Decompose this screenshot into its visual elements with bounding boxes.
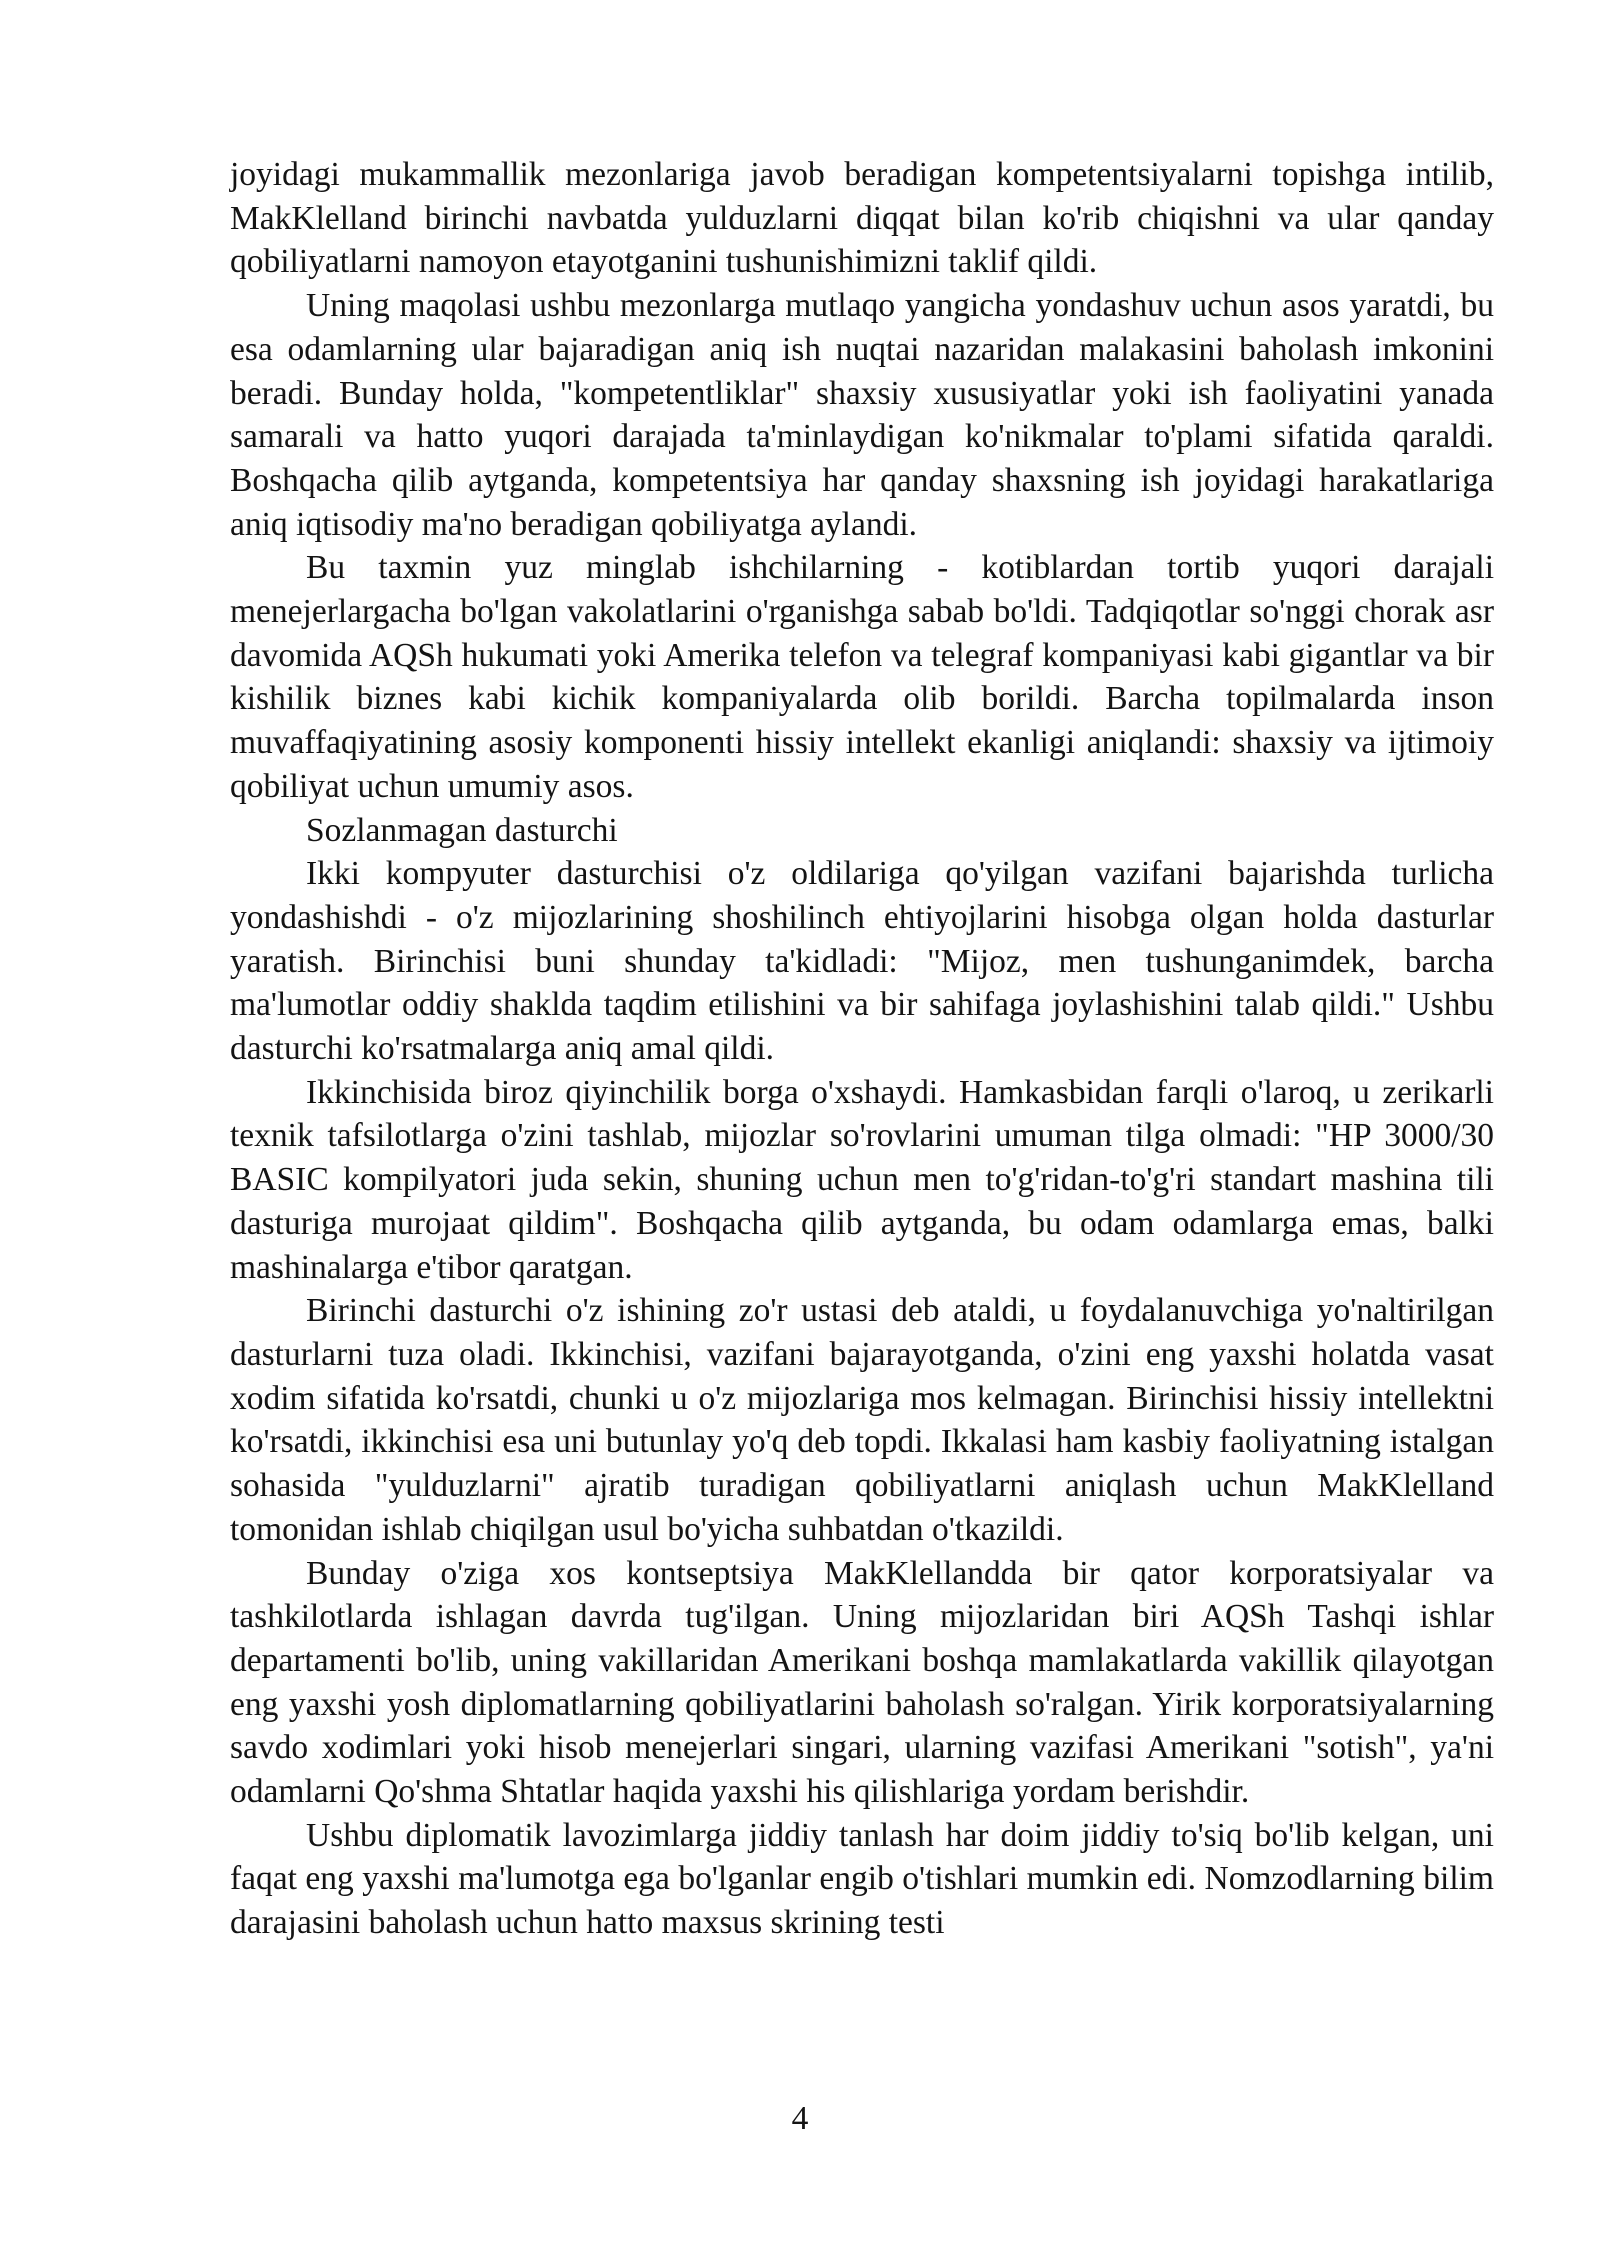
section-heading: Sozlanmagan dasturchi [306, 811, 618, 849]
paragraph-article-basis: Uning maqolasi ushbu mezonlarga mutlaqo yangicha yondashuv uchun asos yaratdi, bu esa odamlarning ular bajaradigan aniq ish nuqtai nazaridan malakasini baholash imkonini beradi. Bunday holda, "kompetentliklar" shaxsiy xususiyatlar yoki ish faoliyatini yanada samarali va hatto yuqori darajada ta'minlaydigan ko'nikmalar to'plami sifatida qaraldi. Boshqacha qilib aytganda, kompetentsiya har qanday shaxsning ish joyidagi harakatlariga aniq iqtisodiy ma'no beradigan qobiliyatga aylandi. [230, 287, 1494, 543]
document-page [230, 153, 1494, 1945]
paragraph-comparison: Birinchi dasturchi o'z ishining zo'r ustasi deb ataldi, u foydalanuvchiga yo'naltirilgan dasturlarni tuza oladi. Ikkinchisi, vazifani bajarayotganda, o'zini eng yaxshi holatda vasat xodim sifatida ko'rsatdi, chunki u o'z mijozlariga mos kelmagan. Birinchisi hissiy intellektni ko'rsatdi, ikkinchisi esa uni butunlay yo'q deb topdi. Ikkalasi ham kasbiy faoliyatning istalgan sohasida "yulduzlarni" ajratib turadigan qobiliyatlarni aniqlash uchun MakKlelland tomonidan ishlab chiqilgan usul bo'yicha suhbatdan o'tkazildi. [230, 1292, 1494, 1548]
page-number: 4 [791, 2100, 809, 2137]
paragraph-second-programmer: Ikkinchisida biroz qiyinchilik borga o'xshaydi. Hamkasbidan farqli o'laroq, u zerikarli texnik tafsilotlarga o'zini tashlab, mijozlar so'rovlarini umuman tilga olmadi: "HP 3000/30 BASIC kompilyatori juda sekin, shuning uchun men to'g'ridan-to'g'ri standart mashina tili dasturiga murojaat qildim". Boshqacha qilib aytganda, bu odam odamlarga emas, balki mashinalarga e'tibor qaratgan. [230, 1073, 1494, 1286]
paragraph-two-programmers: Ikki kompyuter dasturchisi o'z oldilariga qo'yilgan vazifani bajarishda turlicha yondashishdi - o'z mijozlarining shoshilinch ehtiyojlarini hisobga olgan holda dasturlar yaratish. Birinchisi buni shunday ta'kidladi: "Mijoz, men tushunganimdek, barcha ma'lumotlar oddiy shaklda taqdim etilishini va bir sahifaga joylashishini talab qildi." Ushbu dasturchi ko'rsatmalarga aniq amal qildi. [230, 855, 1494, 1068]
paragraph-continuation: joyidagi mukammallik mezonlariga javob beradigan kompetentsiyalarni topishga intilib, MakKlelland birinchi navbatda yulduzlarni diqqat bilan ko'rib chiqishni va ular qanday qobiliyatlarni namoyon etayotganini tushunishimizni taklif qildi. [230, 156, 1494, 281]
paragraph-research-scope: Bu taxmin yuz minglab ishchilarning - kotiblardan tortib yuqori darajali menejerlargacha bo'lgan vakolatlarini o'rganishga sabab bo'ldi. Tadqiqotlar so'nggi chorak asr davomida AQSh hukumati yoki Amerika telefon va telegraf kompaniyasi kabi gigantlar va bir kishilik biznes kabi kichik kompaniyalarda olib borildi. Barcha topilmalarda inson muvaffaqiyatining asosiy komponenti hissiy intellekt ekanligi aniqlandi: shaxsiy va ijtimoiy qobiliyat uchun umumiy asos. [230, 549, 1494, 805]
paragraph-concept-origin: Bunday o'ziga xos kontseptsiya MakKlellandda bir qator korporatsiyalar va tashkilotlarda ishlagan davrda tug'ilgan. Uning mijozlaridan biri AQSh Tashqi ishlar departamenti bo'lib, uning vakillaridan Amerikani boshqa mamlakatlarda vakillik qilayotgan eng yaxshi yosh diplomatlarning qobiliyatlarini baholash so'ralgan. Yirik korporatsiyalarning savdo xodimlari yoki hisob menejerlari singari, ularning vazifasi Amerikani "sotish", ya'ni odamlarni Qo'shma Shtatlar haqida yaxshi his qilishlariga yordam berishdir. [230, 1554, 1494, 1811]
paragraph-diplomatic-selection: Ushbu diplomatik lavozimlarga jiddiy tanlash har doim jiddiy to'siq bo'lib kelgan, uni faqat eng yaxshi ma'lumotga ega bo'lganlar engib o'tishlari mumkin edi. Nomzodlarning bilim darajasini baholash uchun hatto maxsus skrining testi [230, 1816, 1494, 1942]
